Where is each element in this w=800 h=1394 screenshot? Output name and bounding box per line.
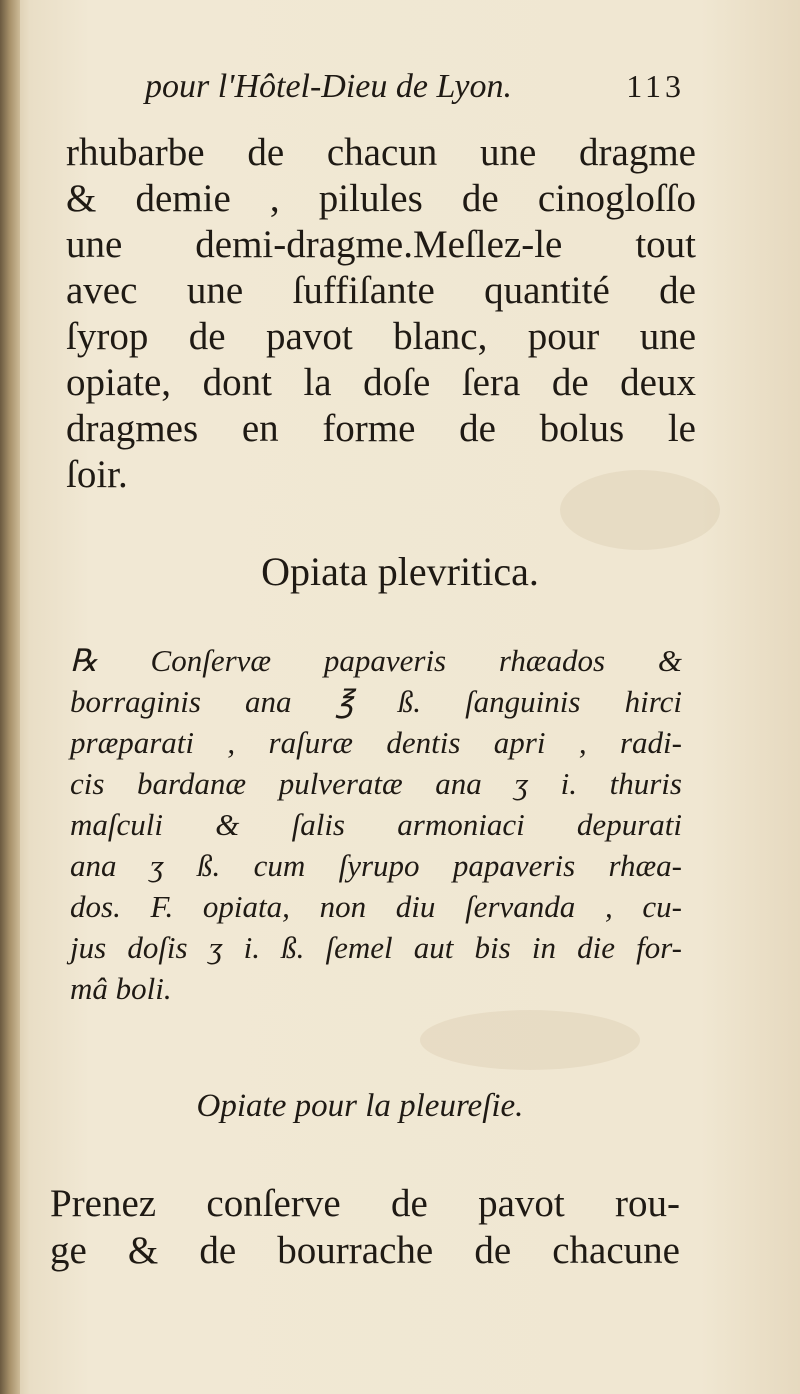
paper-stain — [420, 1010, 640, 1070]
text-line: borraginis ana ℥ ß. ſanguinis hirci — [70, 684, 682, 719]
text-line: une demi-dragme.Meſlez-le tout — [66, 223, 696, 266]
paragraph-1 — [66, 130, 696, 498]
section-title-latin: Opiata plevritica. — [261, 549, 539, 594]
text-line: dos. F. opiata, non diu ſervanda , cu- — [70, 889, 682, 924]
page-header — [145, 68, 685, 118]
text-line: cis bardanæ pulveratæ ana ʒ i. thuris — [70, 766, 682, 801]
text-line: maſculi & ſalis armoniaci depurati — [70, 807, 682, 842]
text-line: ge & de bourrache de chacune — [50, 1229, 680, 1272]
text-line: mâ boli. — [70, 971, 172, 1006]
text-line: opiate, dont la doſe ſera de deux — [66, 361, 696, 404]
text-line: & demie , pilules de cinogloſſo — [66, 177, 696, 220]
paragraph-2 — [50, 1180, 680, 1274]
text-line: ℞ Conſervæ papaveris rhæados & — [70, 643, 682, 678]
text-line: ſoir. — [66, 453, 128, 496]
text-line: avec une ſuffiſante quantité de — [66, 269, 696, 312]
text-line: ana ʒ ß. cum ſyrupo papaveris rhæa- — [70, 848, 682, 883]
recipe-latin — [70, 640, 682, 1009]
running-head: pour l'Hôtel-Dieu de Lyon. — [145, 68, 512, 105]
text-line: jus doſis ʒ i. ß. ſemel aut bis in die for- — [70, 930, 682, 965]
section-title-french: Opiate pour la pleureſie. — [196, 1088, 524, 1124]
text-line: dragmes en forme de bolus le — [66, 407, 696, 450]
page-number: 113 — [626, 68, 685, 104]
text-line: rhubarbe de chacun une dragme — [66, 131, 696, 174]
text-line: præparati , raſuræ dentis apri , radi- — [70, 725, 682, 760]
text-line: ſyrop de pavot blanc, pour une — [66, 315, 696, 358]
page-gutter — [0, 0, 20, 1394]
text-line: Prenez conſerve de pavot rou- — [50, 1182, 680, 1225]
